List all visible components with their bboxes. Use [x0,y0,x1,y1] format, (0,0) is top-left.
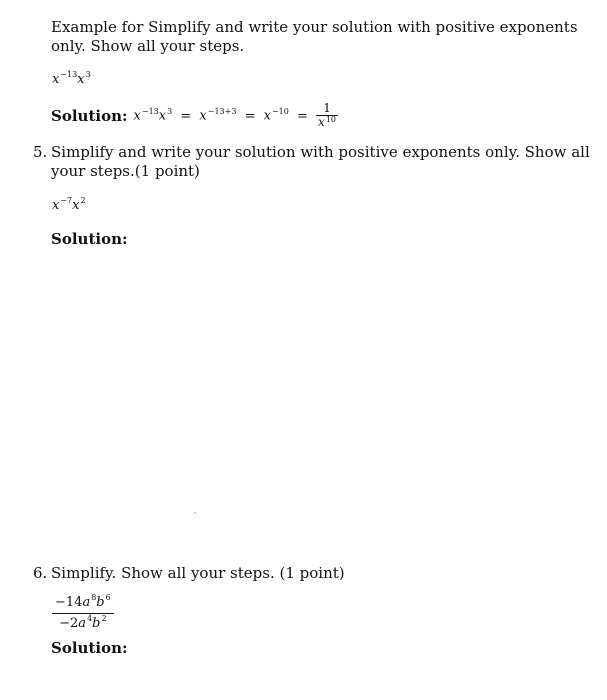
example-expression: $x^{-13}x^3$ [52,70,91,87]
q6-denominator: $-2a^4b^2$ [52,613,114,633]
q6-solution-label: Solution: [51,639,128,657]
example-solution-label: Solution: [51,107,128,125]
example-solution-fraction: $\frac{1}{x^{10}}$ [318,101,336,129]
q5-solution-label: Solution: [51,230,128,248]
q6-fraction [52,595,114,633]
example-solution-math: $x^{-13}x^3 = x^{-13+3} = x^{-10}$ = $\frac{1}{x^{10}}$ [133,101,336,129]
scan-speck [194,512,196,514]
q6-numerator: $-14a^8b^6$ [55,593,111,610]
example-instruction: Example for Simplify and write your solution with positive exponents only. Show all your steps. [51,18,578,55]
q5-number: 5. [33,143,48,161]
example-solution [51,101,338,131]
q6-number: 6. [33,564,48,582]
q5-expression: $x^{-7}x^2$ [52,196,86,213]
q5-instruction: Simplify and write your solution with positive exponents only. Show all your steps.(1 point) [51,143,590,180]
q6-instruction: Simplify. Show all your steps. (1 point) [51,564,345,582]
